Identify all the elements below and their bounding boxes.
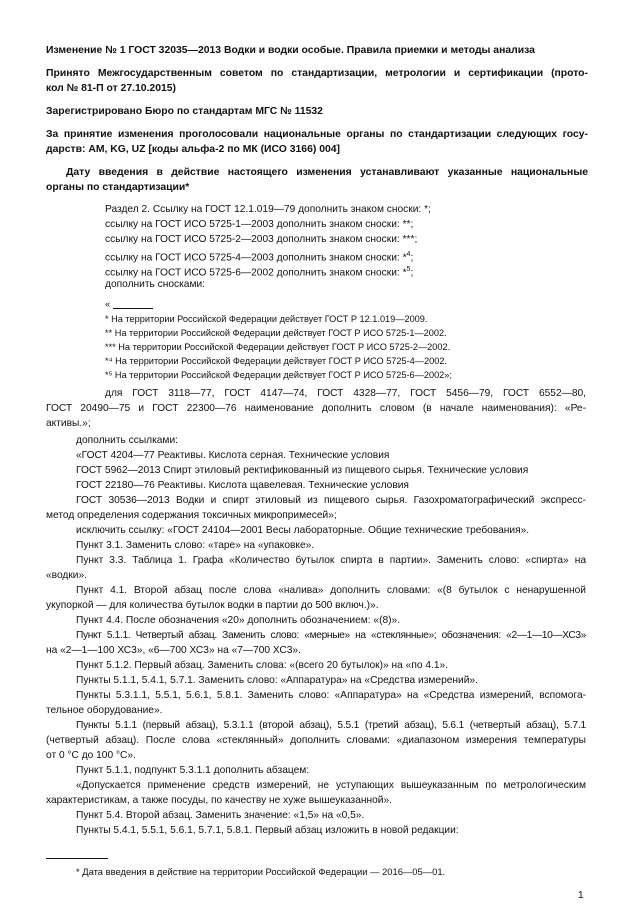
body-p15-b: тельное оборудование». bbox=[46, 705, 163, 716]
page-footnote-rule bbox=[46, 858, 108, 859]
body-p16-c: от 0 °С до 100 °С». bbox=[46, 750, 136, 761]
body-p18-a: «Допускается применение средств измерений, не уступающих вышеуказанным по метрологическим bbox=[76, 780, 586, 791]
body-p2: дополнить ссылками: bbox=[76, 435, 178, 446]
footnote-4: *⁴ На территории Российской Федерации действует ГОСТ Р ИСО 5725-4—2002. bbox=[105, 356, 447, 366]
adopted-line-2: кол № 81-П от 27.10.2015) bbox=[46, 83, 177, 94]
body-p1-b: ГОСТ 20490—75 и ГОСТ 22300—76 наименование дополнить словом (в начале наименования): «Ре- bbox=[46, 403, 586, 414]
effective-line-1: Дату введения в действие настоящего изменения устанавливают указанные национальные bbox=[66, 167, 588, 178]
voted-line-1: За принятие изменения проголосовали национальные органы по стандартизации следующих госу- bbox=[46, 129, 588, 140]
adopted-line-1: Принято Межгосударственным советом по стандартизации, метрологии и сертификации (прото- bbox=[46, 68, 588, 79]
body-p16-a: Пункты 5.1.1 (первый абзац), 5.3.1.1 (второй абзац), 5.5.1 (третий абзац), 5.6.1 (четвертый абзац), 5.7.1 bbox=[76, 720, 586, 731]
effective-line-2: органы по стандартизации* bbox=[46, 182, 190, 193]
body-p17: Пункт 5.1.1, подпункт 5.3.1.1 дополнить абзацем: bbox=[76, 765, 310, 776]
body-p1-a: для ГОСТ 3118—77, ГОСТ 4147—74, ГОСТ 4328—77, ГОСТ 5456—79, ГОСТ 6552—80, bbox=[105, 388, 586, 399]
section2-line-1: Раздел 2. Ссылку на ГОСТ 12.1.019—79 дополнить знаком сноски: *; bbox=[105, 204, 431, 215]
section2-line-4: ссылку на ГОСТ ИСО 5725-4—2003 дополнить знаком сноски: *$^4$; bbox=[105, 251, 414, 264]
footnote-2: ** На территории Российской Федерации действует ГОСТ Р ИСО 5725-1—2002. bbox=[105, 328, 447, 338]
footnote-quote: « bbox=[105, 299, 111, 309]
page-number: 1 bbox=[578, 890, 584, 901]
section2-line-6: дополнить сносками: bbox=[105, 279, 205, 290]
body-p9-a: Пункт 3.3. Таблица 1. Графа «Количество бутылок спирта в партии». Заменить слово: «спирта» на bbox=[76, 555, 586, 566]
body-p6-b: метод определения содержания токсичных микропримесей»; bbox=[46, 510, 337, 521]
body-p20: Пункты 5.4.1, 5.5.1, 5.6.1, 5.7.1, 5.8.1. Первый абзац изложить в новой редакции: bbox=[76, 825, 459, 836]
body-p10-b: укупоркой — для количества бутылок водки в партии до 500 включ.)». bbox=[46, 600, 379, 611]
body-p9-b: «водки». bbox=[46, 570, 87, 581]
body-p16-b: (четвертый абзац). После слова «стеклянный» дополнить словами: «диапазоном измерения температуры bbox=[46, 735, 586, 746]
footnote-1: * На территории Российской Федерации действует ГОСТ Р 12.1.019—2009. bbox=[105, 314, 428, 324]
body-p6-a: ГОСТ 30536—2013 Водки и спирт этиловый из пищевого сырья. Газохроматографический экспресс- bbox=[76, 495, 586, 506]
registered-line: Зарегистрировано Бюро по стандартам МГС № 11532 bbox=[46, 106, 323, 117]
body-p4: ГОСТ 5962—2013 Спирт этиловый ректификованный из пищевого сырья. Технические условия bbox=[76, 465, 529, 476]
body-p11: Пункт 4.4. После обозначения «20» дополнить обозначением: «(8)». bbox=[76, 615, 401, 626]
section2-line-2: ссылку на ГОСТ ИСО 5725-1—2003 дополнить знаком сноски: **; bbox=[105, 219, 414, 230]
body-p12-a: Пункт 5.1.1. Четвертый абзац. Заменить слово: «мерные» на «стеклянные»; обозначения: «2—1—10—ХС3» bbox=[76, 630, 586, 641]
body-p13: Пункт 5.1.2. Первый абзац. Заменить слова: «(всего 20 бутылок)» на «по 4.1». bbox=[76, 660, 448, 671]
body-p15-a: Пункты 5.3.1.1, 5.5.1, 5.6.1, 5.8.1. Заменить слово: «Аппаратура» на «Средства измерений, вспомога- bbox=[76, 690, 586, 701]
section2-line-3: ссылку на ГОСТ ИСО 5725-2—2003 дополнить знаком сноски: ***; bbox=[105, 234, 418, 245]
footnote-5: *⁵ На территории Российской Федерации действует ГОСТ Р ИСО 5725-6—2002»; bbox=[105, 370, 452, 380]
body-p8: Пункт 3.1. Заменить слово: «таре» на «упаковке». bbox=[76, 540, 315, 551]
body-p14: Пункты 5.1.1, 5.4.1, 5.7.1. Заменить слово: «Аппаратура» на «Средства измерений». bbox=[76, 675, 478, 686]
body-p10-a: Пункт 4.1. Второй абзац после слова «налива» дополнить словами: «(8 бутылок с ненарушенной bbox=[76, 585, 586, 596]
footnote-3: *** На территории Российской Федерации действует ГОСТ Р ИСО 5725-2—2002. bbox=[105, 342, 451, 352]
body-p19: Пункт 5.4. Второй абзац. Заменить значение: «1,5» на «0,5». bbox=[76, 810, 365, 821]
body-p12-b: на «2—1—100 ХС3», «6—700 ХС3» на «7—700 ХС3». bbox=[46, 645, 301, 656]
page-footnote: * Дата введения в действие на территории Российской Федерации — 2016—05—01. bbox=[76, 866, 446, 877]
footnote-rule bbox=[113, 308, 153, 309]
body-p5: ГОСТ 22180—76 Реактивы. Кислота щавелевая. Технические условия bbox=[76, 480, 409, 491]
body-p7: исключить ссылку: «ГОСТ 24104—2001 Весы лабораторные. Общие технические требования». bbox=[76, 525, 530, 536]
body-p18-b: характеристикам, а также посуды, по качеству не хуже вышеуказанной». bbox=[46, 795, 392, 806]
section2-line-5: ссылку на ГОСТ ИСО 5725-6—2002 дополнить знаком сноски: *$^5$; bbox=[105, 266, 414, 279]
voted-line-2: дарств: AM, KG, UZ [коды альфа-2 по МК (ИСО 3166) 004] bbox=[46, 144, 341, 155]
body-p1-c: активы.»; bbox=[46, 418, 91, 429]
change-title: Изменение № 1 ГОСТ 32035—2013 Водки и водки особые. Правила приемки и методы анализа bbox=[46, 45, 535, 56]
body-p3: «ГОСТ 4204—77 Реактивы. Кислота серная. Технические условия bbox=[76, 450, 390, 461]
